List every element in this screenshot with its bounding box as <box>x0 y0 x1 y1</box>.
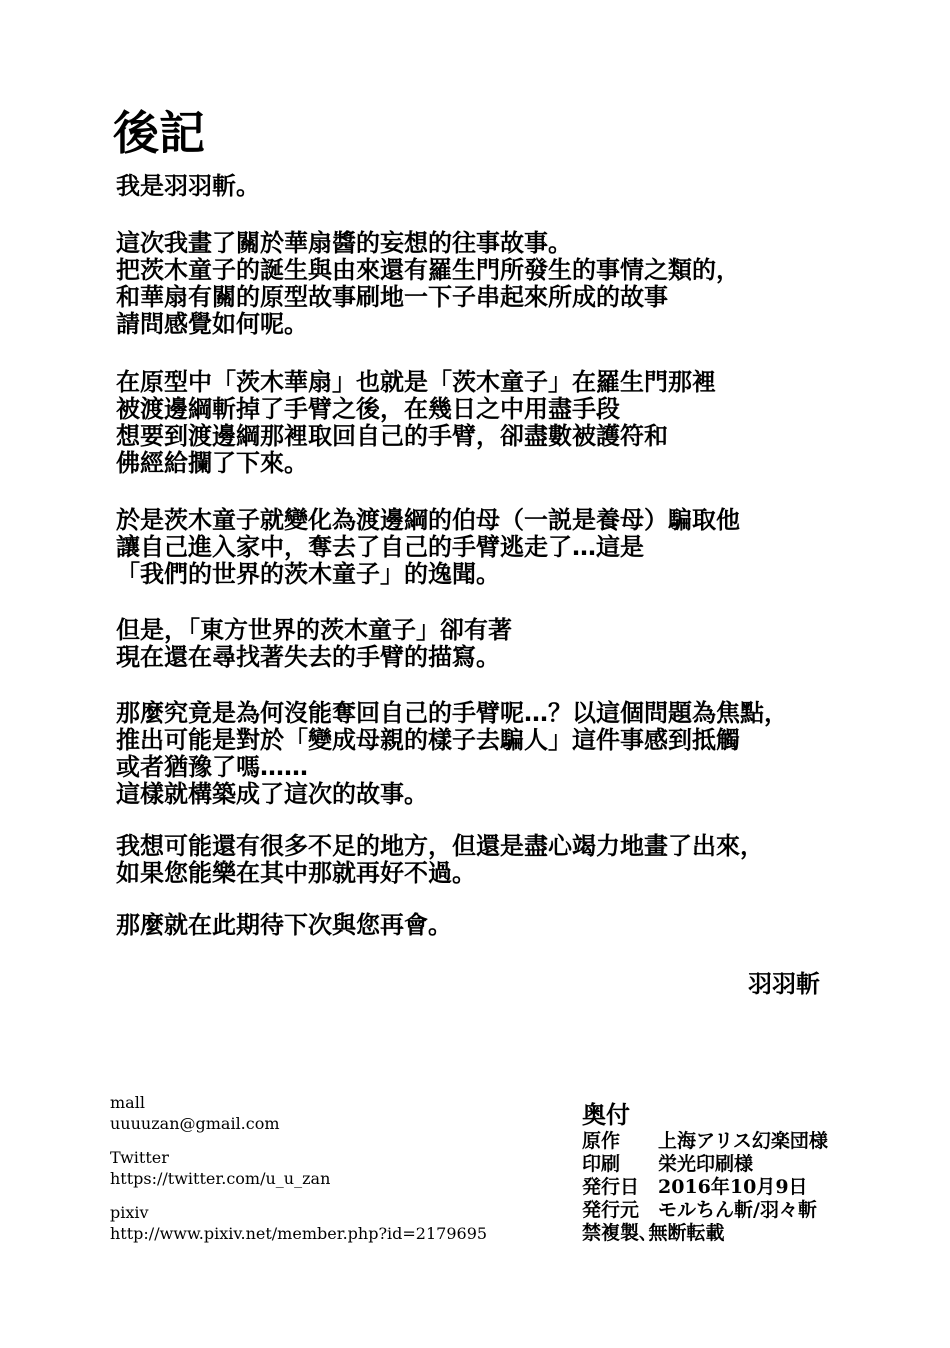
text-line: 那麼究竟是為何沒能奪回自己的手臂呢…？以這個問題為焦點， <box>116 699 788 727</box>
colophon-label: 発行元 <box>582 1199 640 1221</box>
colophon-label: 原作 <box>582 1130 621 1152</box>
contact-twitter <box>110 1147 330 1189</box>
text-line: 讓自己進入家中，奪去了自己的手臂逃走了…這是 <box>116 533 644 561</box>
text-line: 那麼就在此期待下次與您再會。 <box>116 911 452 939</box>
colophon-value: 栄光印刷様 <box>658 1153 754 1175</box>
author-signature: 羽羽斬 <box>748 970 820 998</box>
paragraph-story-intro <box>116 230 740 338</box>
paragraph-closing-thoughts <box>116 833 764 887</box>
colophon-row-date <box>582 1176 828 1199</box>
paragraph-touhou-depiction <box>116 617 512 671</box>
colophon-label: 印刷 <box>582 1153 621 1175</box>
text-line: 這樣就構築成了這次的故事。 <box>116 780 428 808</box>
colophon-value: 2016年10月9日 <box>658 1176 808 1198</box>
text-line: 或者猶豫了嗎…… <box>116 753 308 781</box>
colophon-row-printer <box>582 1153 828 1176</box>
text-line: 和華扇有關的原型故事刷地一下子串起來所成的故事 <box>116 283 668 311</box>
colophon-row-publisher <box>582 1199 828 1222</box>
twitter-label: Twitter <box>110 1148 169 1167</box>
colophon-title: 奥付 <box>582 1100 630 1129</box>
text-line: 推出可能是對於「變成母親的樣子去騙人」這件事感到抵觸 <box>116 726 740 754</box>
colophon-notice: 禁複製､無断転載 <box>582 1222 725 1244</box>
colophon-row-original <box>582 1130 828 1153</box>
text-line: 把茨木童子的誕生與由來還有羅生門所發生的事情之類的， <box>116 256 740 284</box>
contact-mail <box>110 1092 280 1134</box>
text-line: 被渡邊綱斬掉了手臂之後，在幾日之中用盡手段 <box>116 395 620 423</box>
mail-address: uuuuzan@gmail.com <box>110 1114 280 1133</box>
paragraph-anecdote <box>116 507 740 588</box>
text-line: 於是茨木童子就變化為渡邊綱的伯母（一説是養母）騙取他 <box>116 506 740 534</box>
text-line: 請問感覺如何呢。 <box>116 310 308 338</box>
pixiv-url: http://www.pixiv.net/member.php?id=2179695 <box>110 1224 488 1243</box>
colophon-label: 発行日 <box>582 1176 640 1198</box>
text-line: 在原型中「茨木華扇」也就是「茨木童子」在羅生門那裡 <box>116 368 716 396</box>
text-line: 但是，「東方世界的茨木童子」卻有著 <box>116 616 512 644</box>
text-line: 現在還在尋找著失去的手臂的描寫。 <box>116 643 500 671</box>
text-line: 想要到渡邊綱那裡取回自己的手臂，卻盡數被護符和 <box>116 422 668 450</box>
contact-pixiv <box>110 1202 487 1244</box>
paragraph-story-focus <box>116 700 788 808</box>
paragraph-farewell <box>116 912 452 939</box>
text-line: 「我們的世界的茨木童子」的逸聞。 <box>116 560 500 588</box>
colophon <box>582 1100 828 1245</box>
text-line: 佛經給攔了下來。 <box>116 449 308 477</box>
text-line: 我是羽羽斬。 <box>116 172 260 200</box>
paragraph-greeting <box>116 173 260 200</box>
pixiv-label: pixiv <box>110 1203 149 1222</box>
paragraph-original-legend <box>116 369 716 477</box>
page-title: 後記 <box>113 106 205 160</box>
twitter-url: https://twitter.com/u_u_zan <box>110 1169 331 1188</box>
colophon-value: モルちん斬/羽々斬 <box>658 1199 817 1221</box>
mail-label: mall <box>110 1093 145 1112</box>
text-line: 這次我畫了關於華扇醬的妄想的往事故事。 <box>116 229 572 257</box>
colophon-value: 上海アリス幻楽団様 <box>658 1130 828 1152</box>
text-line: 我想可能還有很多不足的地方，但還是盡心竭力地畫了出來， <box>116 832 764 860</box>
text-line: 如果您能樂在其中那就再好不過。 <box>116 859 476 887</box>
